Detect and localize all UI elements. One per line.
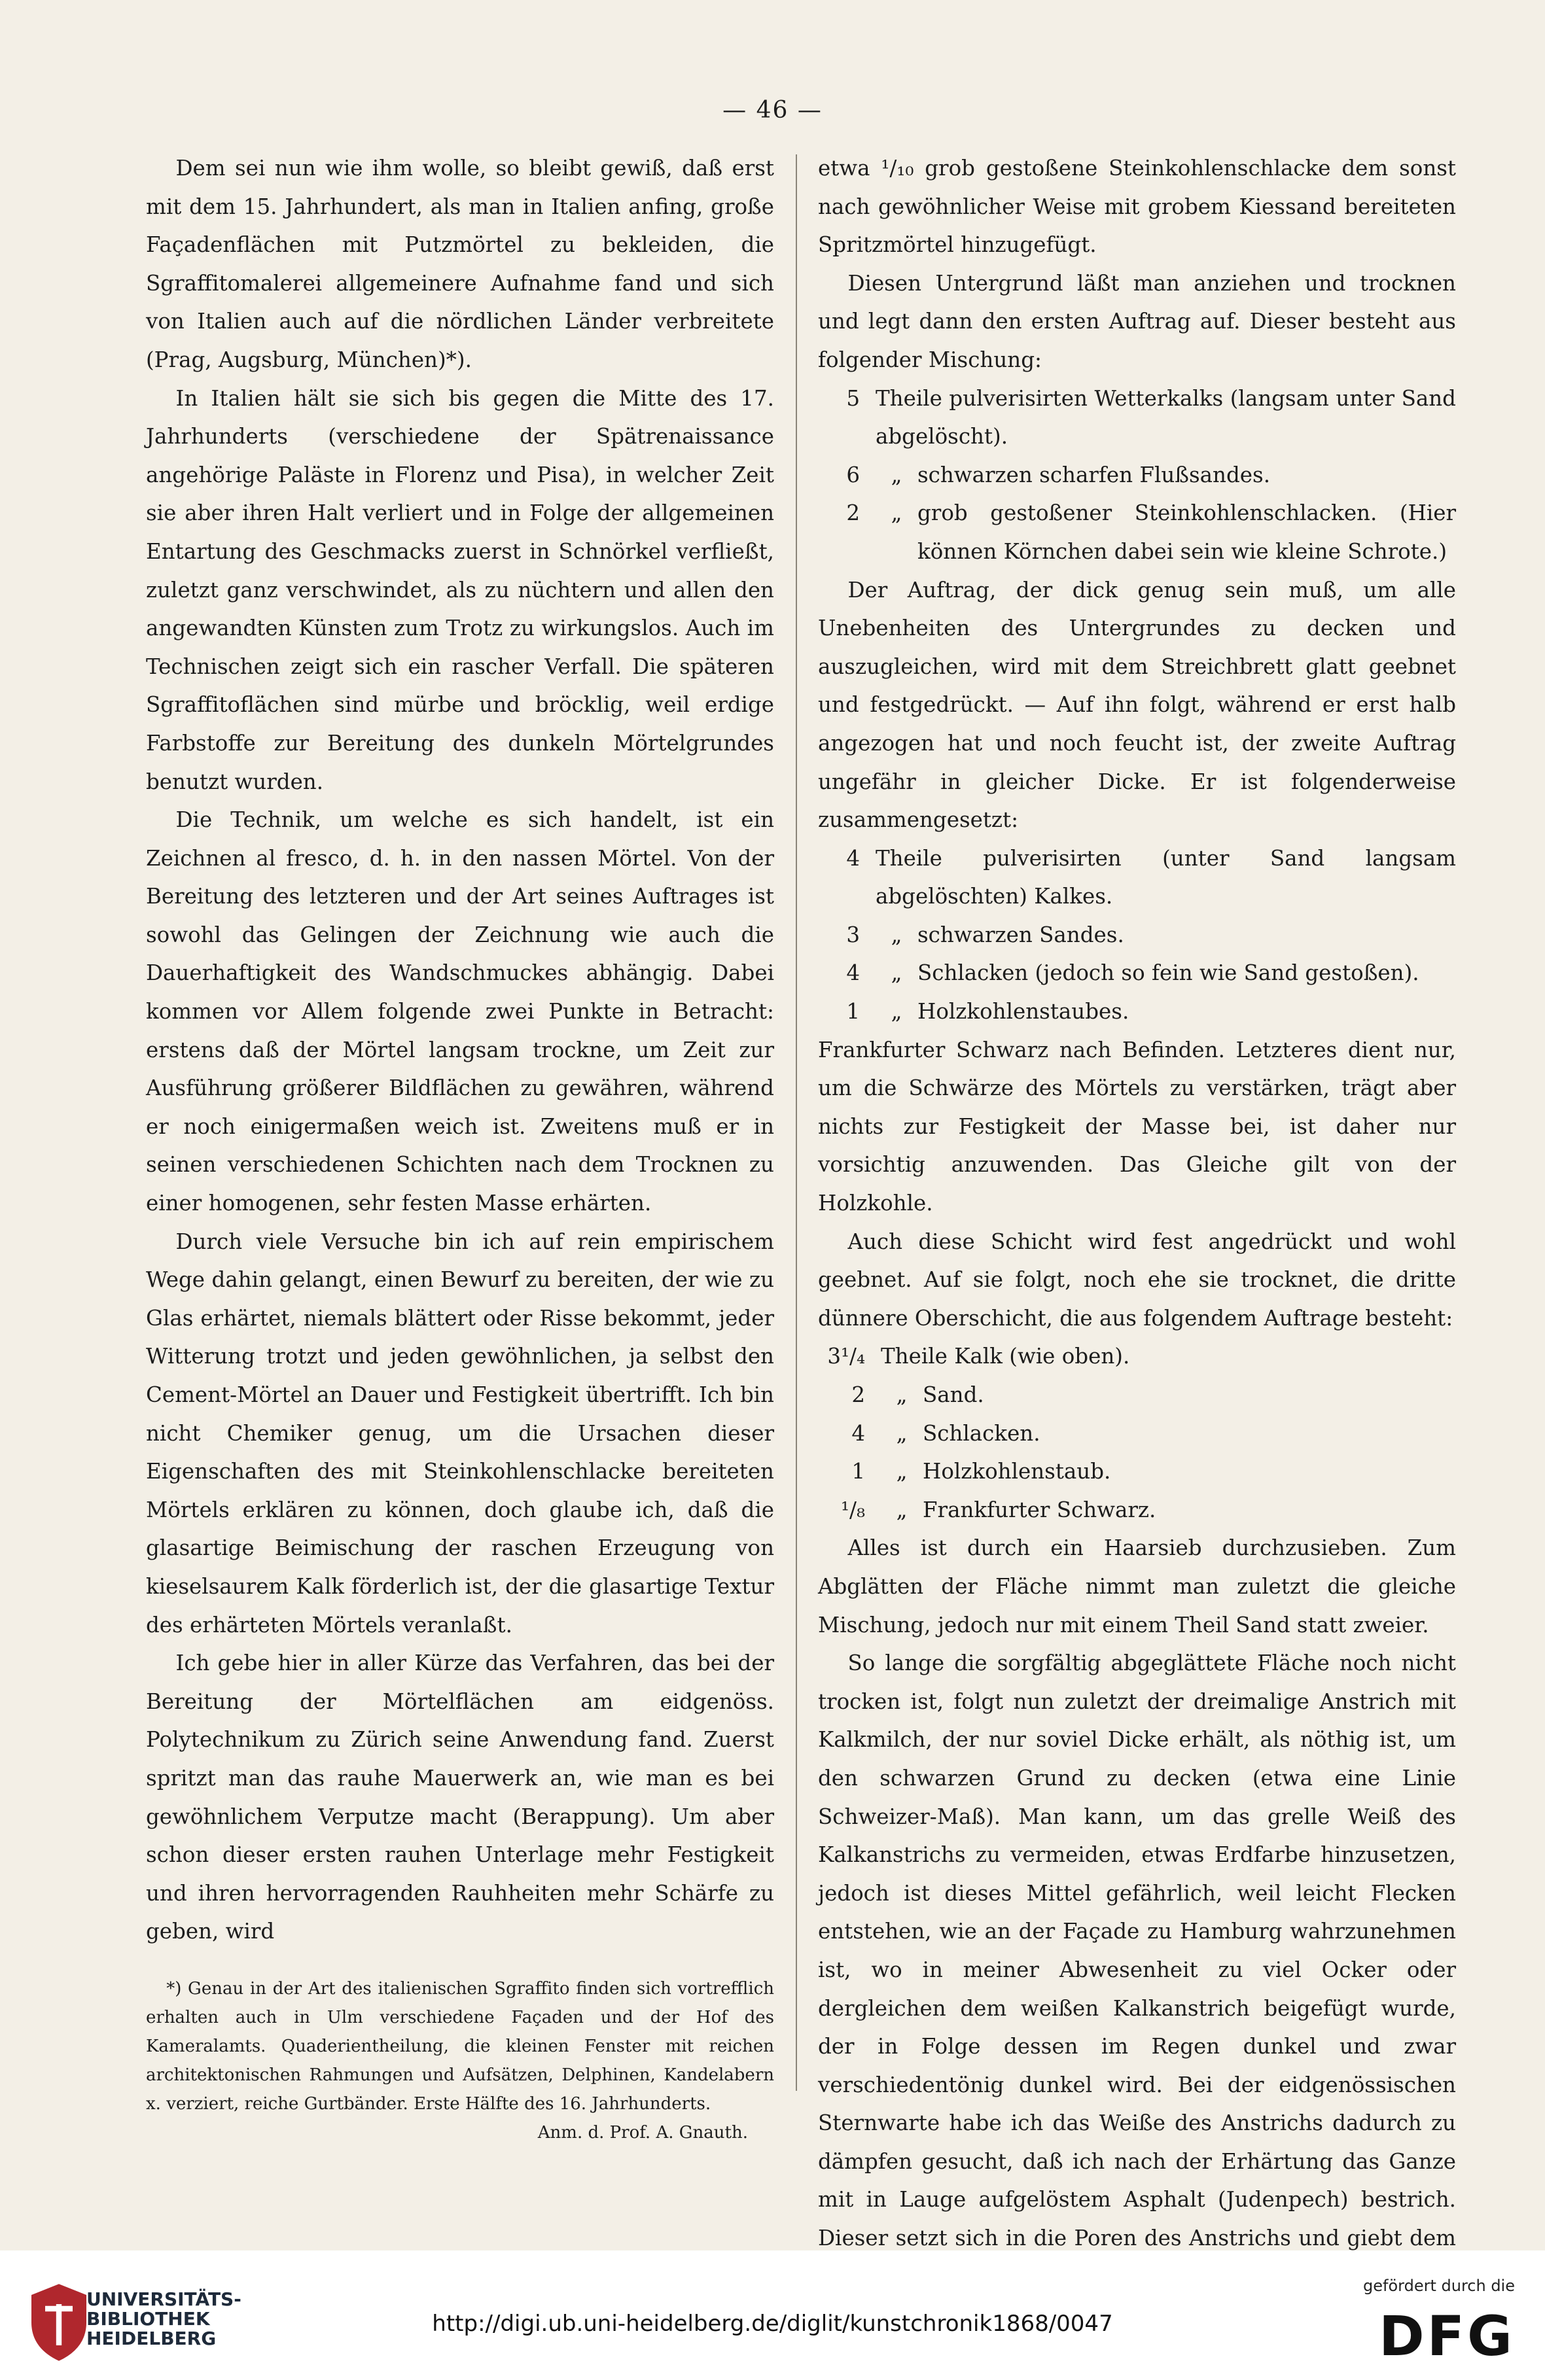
ditto-mark: „ bbox=[891, 999, 902, 1024]
footer-bar bbox=[0, 2250, 1545, 2380]
paragraph: Auch diese Schicht wird fest angedrückt und wohl geebnet. Auf sie folgt, noch ehe sie trocknet, die dritte dünnere Oberschicht, die aus folgendem Auftrage besteht: bbox=[818, 1229, 1456, 1331]
recipe-row bbox=[818, 379, 1456, 456]
recipe-row bbox=[818, 456, 1456, 495]
recipe-text: Theile pulverisirten Wetterkalks (langsam unter Sand abgelöscht). bbox=[876, 385, 1456, 449]
paragraph: Frankfurter Schwarz nach Befinden. Letzteres dient nur, um die Schwärze des Mörtels zu verstärken, trägt aber nichts zur Festigkeit der Masse bei, ist daher nur vorsichtig anzuwenden. Das Gleiche gilt von der Holzkohle. bbox=[818, 1037, 1456, 1216]
ditto-mark: „ bbox=[896, 1497, 908, 1522]
ditto-mark: „ bbox=[896, 1459, 908, 1484]
recipe-list bbox=[818, 379, 1456, 571]
paragraph: Ich gebe hier in aller Kürze das Verfahren, das bei der Bereitung der Mörtelflächen am eidgenöss. Polytechnikum zu Zürich seine Anwendung fand. Zuerst spritzt man das rauhe Mauerwerk an, wie man es bei gewöhnlichem Verputze macht (Berappung). Um aber schon dieser ersten rauhen Unterlage mehr Festigkeit und ihren hervorragenden Rauhheiten mehr Schärfe zu geben, wird bbox=[146, 1651, 774, 1944]
recipe-quantity: 1 bbox=[846, 999, 860, 1024]
paragraph: Diesen Untergrund läßt man anziehen und trocknen und legt dann den ersten Auftrag auf. Dieser besteht aus folgender Mischung: bbox=[818, 270, 1456, 372]
recipe-quantity: 4 bbox=[846, 845, 860, 871]
ditto-mark: „ bbox=[891, 500, 902, 526]
recipe-text: Sand. bbox=[923, 1382, 984, 1407]
recipe-list bbox=[818, 1337, 1456, 1529]
recipe-row bbox=[818, 1376, 1456, 1414]
ditto-mark: „ bbox=[891, 960, 902, 986]
recipe-row bbox=[818, 992, 1456, 1031]
footnote-separator bbox=[146, 1951, 774, 1959]
recipe-row bbox=[818, 954, 1456, 992]
paragraph: Alles ist durch ein Haarsieb durchzusieben. Zum Abglätten der Fläche nimmt man zuletzt die gleiche Mischung, jedoch nur mit einem Theil Sand statt zweier. bbox=[818, 1535, 1456, 1637]
ditto-mark: „ bbox=[896, 1420, 908, 1446]
recipe-text: schwarzen scharfen Flußsandes. bbox=[917, 462, 1271, 487]
paragraph: In Italien hält sie sich bis gegen die Mitte des 17. Jahrhunderts (verschiedene der Spätrenaissance angehörige Paläste in Florenz und Pisa), in welcher Zeit sie aber ihren Halt verliert und in Folge der allgemeinen Entartung des Geschmacks zuerst in Schnörkel verfließt, zuletzt ganz verschwindet, als zu nüchtern und allen den angewandten Künsten zum Trotz zu wirkungslos. Auch im Technischen zeigt sich ein rascher Verfall. Die späteren Sgraffitoflächen sind mürbe und bröcklig, weil erdige Farbstoffe zur Bereitung des dunkeln Mörtelgrundes benutzt wurden. bbox=[146, 385, 774, 794]
recipe-quantity: 3 bbox=[846, 922, 860, 947]
library-line: BIBLIOTHEK bbox=[86, 2308, 210, 2330]
column-divider bbox=[796, 154, 797, 2091]
footnote bbox=[146, 1974, 774, 2147]
recipe-row bbox=[818, 494, 1456, 570]
ditto-mark: „ bbox=[891, 922, 902, 947]
recipe-row bbox=[818, 916, 1456, 954]
right-column bbox=[818, 149, 1456, 2296]
recipe-quantity: 2 bbox=[846, 500, 860, 526]
recipe-row bbox=[818, 1337, 1456, 1376]
left-column bbox=[146, 149, 774, 2147]
library-line: HEIDELBERG bbox=[86, 2328, 217, 2349]
recipe-text: Theile Kalk (wie oben). bbox=[881, 1344, 1130, 1369]
recipe-text: schwarzen Sandes. bbox=[917, 922, 1124, 947]
recipe-text: Holzkohlenstaubes. bbox=[917, 999, 1129, 1024]
footnote-text: *) Genau in der Art des italienischen Sgraffito finden sich vortrefflich erhalten auch in Ulm verschiedene Façaden und der Hof des Kameralamts. Quaderientheilung, die kleinen Fenster mit reichen architektonischen Rahmungen und Aufsätzen, Delphinen, Kandelabern x. verziert, reiche Gurtbänder. Erste Hälfte des 16. Jahrhunderts. bbox=[146, 1978, 774, 2114]
page-number: — 46 — bbox=[722, 97, 823, 124]
paragraph: Dem sei nun wie ihm wolle, so bleibt gewiß, daß erst mit dem 15. Jahrhundert, als man in Italien anfing, große Façadenflächen mit Putzmörtel zu bekleiden, die Sgraffitomalerei allgemeinere Aufnahme fand und sich von Italien auch auf die nördlichen Länder verbreitete (Prag, Augsburg, München)*). bbox=[146, 156, 774, 372]
paragraph: Durch viele Versuche bin ich auf rein empirischem Wege dahin gelangt, einen Bewurf zu bereiten, der wie zu Glas erhärtet, niemals blättert oder Risse bekommt, jeder Witterung trotzt und jeden gewöhnlichen, ja selbst den Cement-Mörtel an Dauer und Festigkeit übertrifft. Ich bin nicht Chemiker genug, um die Ursachen dieser Eigenschaften des mit Steinkohlenschlacke bereiteten Mörtels erklären zu können, doch glaube ich, daß die glasartige Beimischung der raschen Erzeugung von kieselsaurem Kalk förderlich ist, der die glasartige Textur des erhärteten Mörtels veranlaßt. bbox=[146, 1229, 774, 1637]
recipe-row bbox=[818, 839, 1456, 916]
recipe-row bbox=[818, 1491, 1456, 1530]
footnote-signature: Anm. d. Prof. A. Gnauth. bbox=[537, 2122, 748, 2143]
recipe-quantity: 4 bbox=[846, 960, 860, 986]
recipe-text: Frankfurter Schwarz. bbox=[923, 1497, 1156, 1522]
recipe-quantity: 2 bbox=[851, 1382, 865, 1407]
recipe-text: Schlacken. bbox=[923, 1420, 1040, 1446]
funding-note: gefördert durch die bbox=[1363, 2277, 1515, 2295]
paragraph: So lange die sorgfältig abgeglättete Fläche noch nicht trocken ist, folgt nun zuletzt der dreimalige Anstrich mit Kalkmilch, der nur soviel Dicke erhält, als nöthig ist, um den schwarzen Grund zu decken (etwa eine Linie Schweizer-Maß). Man kann, um das grelle Weiß des Kalkanstrichs zu vermeiden, etwas Erdfarbe hinzusetzen, jedoch ist dieses Mittel gefährlich, weil leicht Flecken entstehen, wie an der Façade zu Hamburg wahrzunehmen ist, wo in meiner Abwesenheit zu viel Ocker oder dergleichen dem weißen Kalkanstrich beigefügt wurde, der in Folge dessen im Regen dunkel und zwar verschiedentönig dunkel wird. Bei der eidgenössischen Sternwarte habe ich das Weiße des Anstrichs dadurch zu dämpfen gesucht, daß ich nach der Erhärtung das Ganze mit in Lauge aufgelöstem Asphalt (Judenpech) bestrich. Dieser setzt sich in die Poren des Anstrichs und giebt dem bbox=[818, 1651, 1456, 2251]
recipe-row bbox=[818, 1414, 1456, 1453]
recipe-list bbox=[818, 839, 1456, 1031]
ditto-mark: „ bbox=[896, 1382, 908, 1407]
dfg-logo: DFG bbox=[1378, 2304, 1515, 2368]
recipe-quantity: 6 bbox=[846, 462, 860, 487]
library-line: UNIVERSITÄTS- bbox=[86, 2288, 241, 2310]
source-url-link[interactable]: http://digi.ub.uni-heidelberg.de/diglit/kunstchronik1868/0047 bbox=[432, 2311, 1113, 2337]
recipe-text: grob gestoßener Steinkohlenschlacken. (Hier können Körnchen dabei sein wie kleine Schrote.) bbox=[917, 500, 1456, 564]
recipe-row bbox=[818, 1452, 1456, 1491]
recipe-quantity: 3¹/₄ bbox=[827, 1344, 865, 1369]
recipe-quantity: 1 bbox=[851, 1459, 865, 1484]
recipe-text: Theile pulverisirten (unter Sand langsam abgelöschten) Kalkes. bbox=[876, 845, 1456, 909]
recipe-quantity: ¹/₈ bbox=[840, 1497, 865, 1522]
paragraph: Die Technik, um welche es sich handelt, ist ein Zeichnen al fresco, d. h. in den nassen Mörtel. Von der Bereitung des letzteren und der Art seines Auftrages ist sowohl das Gelingen der Zeichnung wie auch die Dauerhaftigkeit des Wandschmuckes abhängig. Dabei kommen vor Allem folgende zwei Punkte in Betracht: erstens daß der Mörtel langsam trockne, um Zeit zur Ausführung größerer Bildflächen zu gewähren, während er noch einigermaßen weich ist. Zweitens muß er in seinen verschiedenen Schichten nach dem Trocknen zu einer homogenen, sehr festen Masse erhärten. bbox=[146, 807, 774, 1216]
recipe-text: Schlacken (jedoch so fein wie Sand gestoßen). bbox=[917, 960, 1419, 986]
recipe-text: Holzkohlenstaub. bbox=[923, 1459, 1111, 1484]
paragraph: Der Auftrag, der dick genug sein muß, um alle Unebenheiten des Untergrundes zu decken und auszugleichen, wird mit dem Streichbrett glatt geebnet und festgedrückt. — Auf ihn folgt, während er erst halb angezogen hat und noch feucht ist, der zweite Auftrag ungefähr in gleicher Dicke. Er ist folgenderweise zusammengesetzt: bbox=[818, 577, 1456, 833]
ditto-mark: „ bbox=[891, 462, 902, 487]
recipe-quantity: 5 bbox=[846, 385, 860, 411]
recipe-quantity: 4 bbox=[851, 1420, 865, 1446]
paragraph: etwa ¹/₁₀ grob gestoßene Steinkohlenschlacke dem sonst nach gewöhnlicher Weise mit grobem Kiessand bereiteten Spritzmörtel hinzugefügt. bbox=[818, 156, 1456, 258]
